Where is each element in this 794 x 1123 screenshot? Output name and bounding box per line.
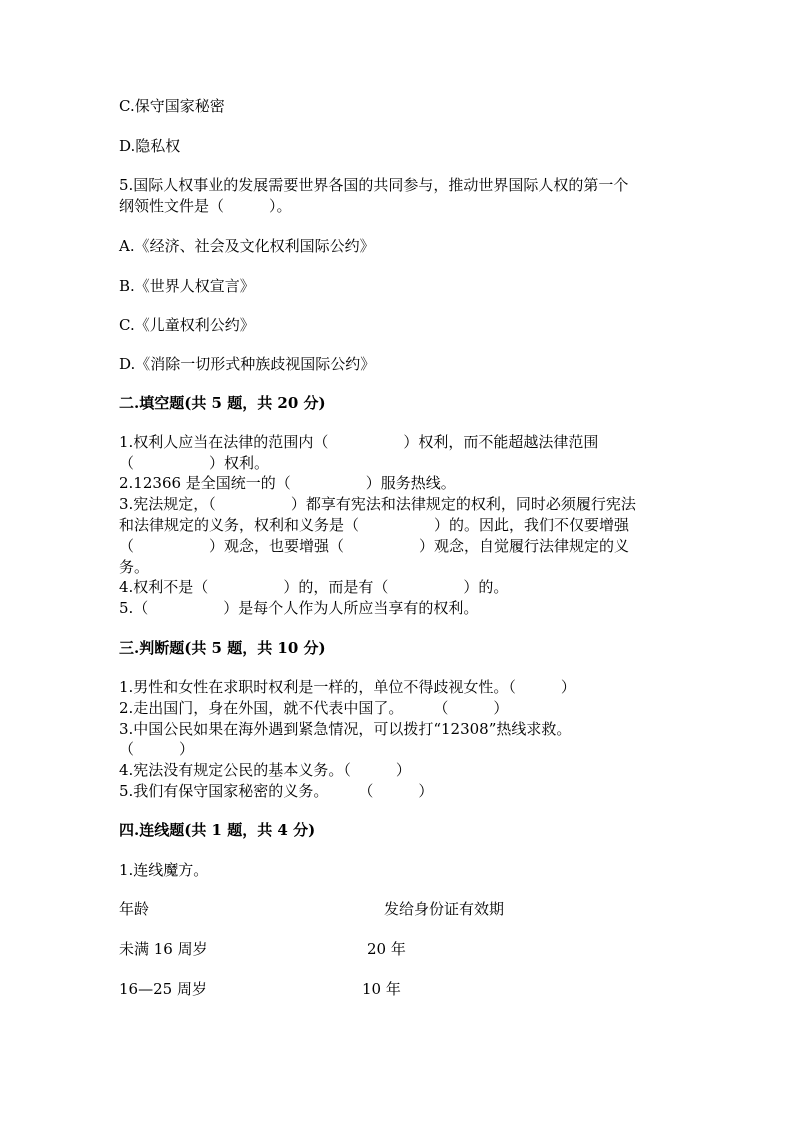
question-5-line-1: 5.国际人权事业的发展需要世界各国的共同参与，推动世界国际人权的第一个 (119, 176, 629, 194)
true-false-line: 4.宪法没有规定公民的基本义务。（ ） (119, 761, 411, 779)
fill-in-line: 5.（ ）是每个人作为人所应当享有的权利。 (119, 599, 479, 617)
section-title-true-false: 三.判断题(共 5 题，共 10 分) (119, 639, 326, 657)
fill-in-line: 和法律规定的义务，权利和义务是（ ）的。因此，我们不仅要增强 (119, 516, 630, 534)
option-d: D.隐私权 (119, 137, 181, 155)
option-b: B.《世界人权宣言》 (119, 277, 255, 295)
section-title-fill-in: 二.填空题(共 5 题，共 20 分) (119, 394, 326, 412)
fill-in-line: （ ）权利。 (119, 454, 270, 472)
matching-right-header: 发给身份证有效期 (384, 900, 505, 918)
true-false-line: 2.走出国门，身在外国，就不代表中国了。 （ ） (119, 699, 509, 717)
matching-question: 1.连线魔方。 (119, 861, 209, 879)
fill-in-line: 3.宪法规定，（ ）都享有宪法和法律规定的权利，同时必须履行宪法 (119, 495, 636, 513)
fill-in-line: 务。 (119, 558, 150, 576)
true-false-line: 5.我们有保守国家秘密的义务。 （ ） (119, 782, 434, 800)
option-a: A.《经济、社会及文化权利国际公约》 (119, 237, 375, 255)
matching-left-item: 16—25 周岁 (119, 980, 207, 998)
option-c: C.保守国家秘密 (119, 97, 225, 115)
section-title-matching: 四.连线题(共 1 题，共 4 分) (119, 821, 316, 839)
matching-right-item: 10 年 (362, 980, 401, 998)
option-d: D.《消除一切形式种族歧视国际公约》 (119, 355, 376, 373)
true-false-line: 1.男性和女性在求职时权利是一样的，单位不得歧视女性。（ ） (119, 678, 576, 696)
fill-in-line: （ ）观念，也要增强（ ）观念，自觉履行法律规定的义 (119, 537, 630, 555)
option-c: C.《儿童权利公约》 (119, 316, 255, 334)
matching-left-item: 未满 16 周岁 (119, 940, 208, 958)
true-false-line: 3.中国公民如果在海外遇到紧急情况，可以拨打“12308”热线求救。 (119, 720, 572, 738)
fill-in-line: 1.权利人应当在法律的范围内（ ）权利，而不能超越法律范围 (119, 433, 599, 451)
fill-in-line: 4.权利不是（ ）的，而是有（ ）的。 (119, 578, 509, 596)
question-5-line-2: 纲领性文件是（ ）。 (119, 197, 292, 215)
fill-in-line: 2.12366 是全国统一的（ ）服务热线。 (119, 474, 456, 492)
matching-right-item: 20 年 (367, 940, 406, 958)
matching-left-header: 年龄 (119, 900, 150, 918)
true-false-line: （ ） (119, 740, 195, 758)
